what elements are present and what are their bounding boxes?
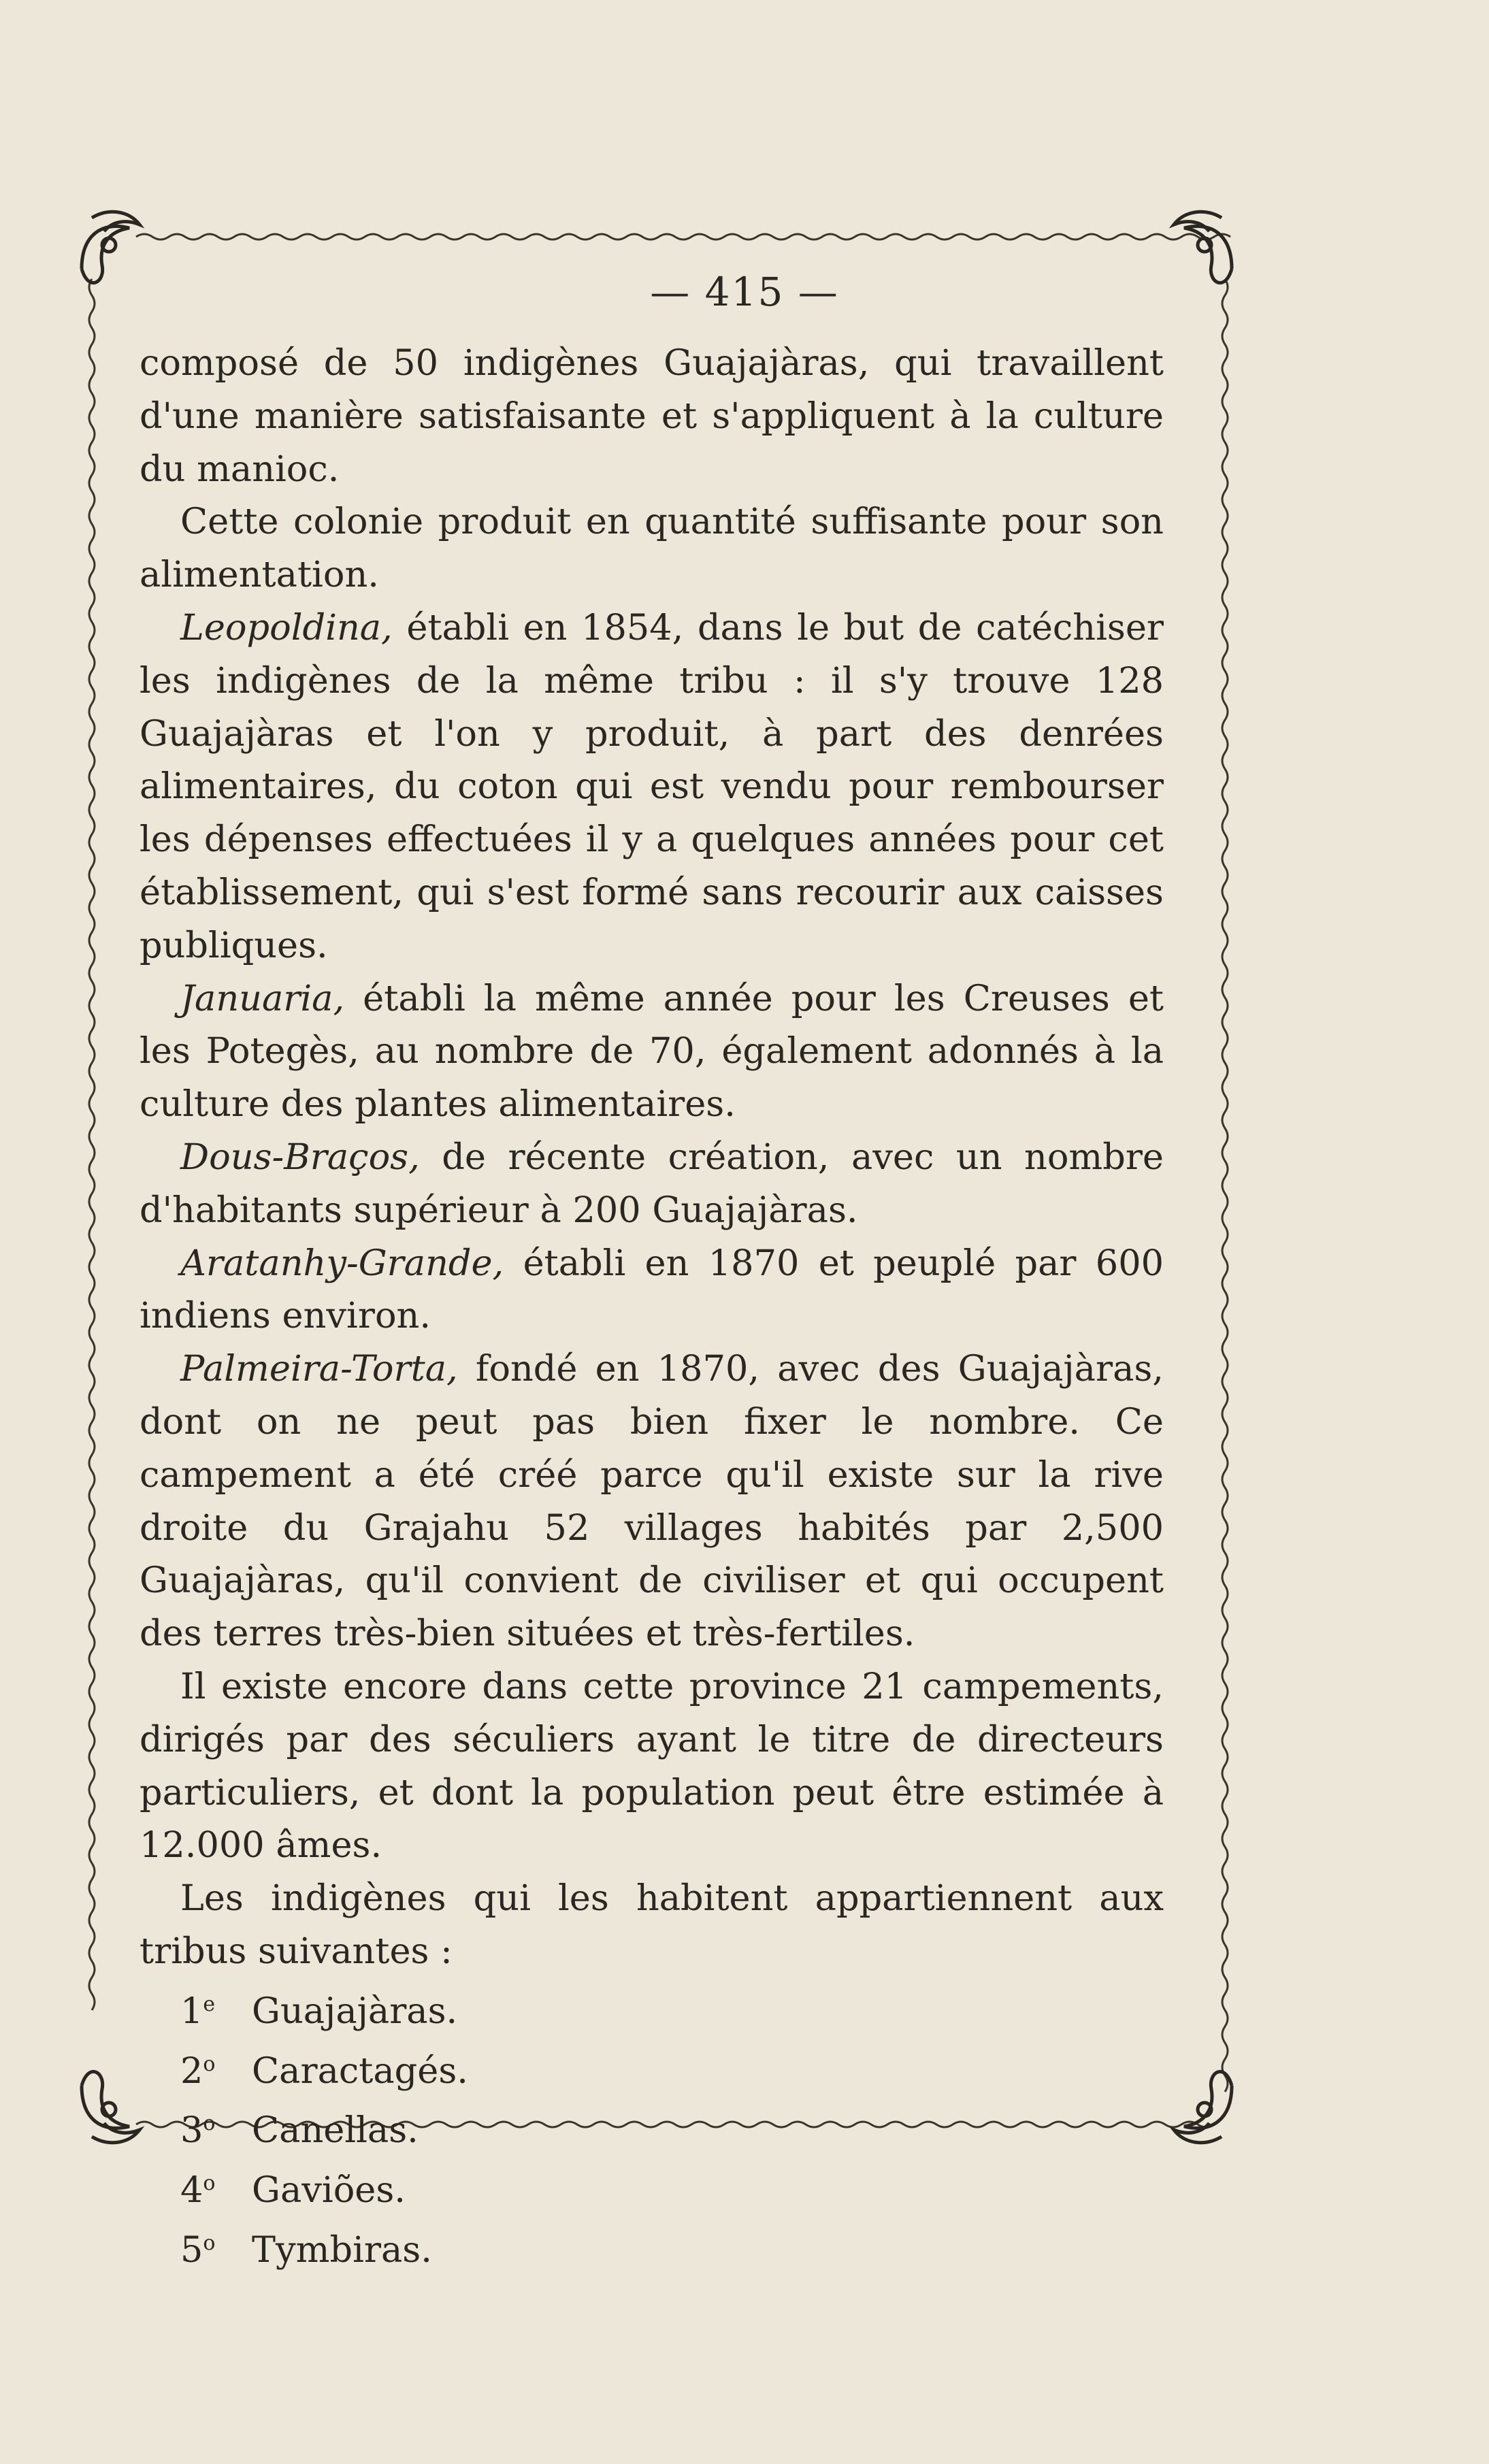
list-item: 4$^o$ Gaviões.	[180, 2169, 406, 2212]
place-name: Januaria,	[180, 977, 345, 1019]
paragraph-dous-bracos: Dous-Braços, de récente création, avec un nombre d'habitants supérieur à 200 Guajajàras.	[140, 1136, 1164, 1231]
place-name: Leopoldina,	[180, 606, 393, 648]
paragraph-campements: Il existe encore dans cette province 21 campements, dirigés par des séculiers ayant le titre de directeurs particuliers, et dont la population peut être estimée à 12.000 âmes.	[140, 1665, 1164, 1867]
paragraph-januaria: Januaria, établi la même année pour les Creuses et les Potegès, au nombre de 70, également adonnés à la culture des plantes alimentaires.	[140, 977, 1164, 1126]
place-name: Palmeira-Torta,	[180, 1348, 458, 1390]
paragraph-1: composé de 50 indigènes Guajajàras, qui travaillent d'une manière satisfaisante et s'appliquent à la culture du manioc.	[140, 342, 1164, 490]
body-text	[140, 337, 1164, 2277]
list-item: 1e Guajajàras.	[180, 1990, 458, 2032]
tribe-list	[140, 1978, 1164, 2277]
left-border-line	[89, 279, 95, 2010]
list-item: 5$^o$ Tymbiras.	[180, 2229, 432, 2271]
place-name: Dous-Braços,	[180, 1136, 420, 1178]
right-border-line	[1222, 279, 1228, 2092]
paragraph-leopoldina: Leopoldina, établi en 1854, dans le but de catéchiser les indigènes de la même tribu : il s'y trouve 128 Guajajàras et l'on y produit, à part des denrées alimentaires, du coton qui est vendu pour rembourser les dépenses effectuées il y a quelques années pour cet établissement, qui s'est formé sans recourir aux caisses publiques.	[140, 606, 1164, 966]
paragraph-tribus: Les indigènes qui les habitent appartiennent aux tribus suivantes :	[140, 1877, 1164, 1972]
paragraph-aratanhy-grande: Aratanhy-Grande, établi en 1870 et peuplé par 600 indiens environ.	[140, 1242, 1164, 1337]
corner-ornament-bottom-right	[1174, 2071, 1232, 2142]
corner-ornament-bottom-left	[82, 2071, 140, 2142]
top-border-line	[136, 234, 1230, 240]
place-name: Aratanhy-Grande,	[180, 1242, 504, 1284]
list-item: 3$^o$ Canellas.	[180, 2109, 419, 2152]
paragraph-palmeira-torta: Palmeira-Torta, fondé en 1870, avec des Guajajàras, dont on ne peut pas bien fixer le nombre. Ce campement a été créé parce qu'il existe sur la rive droite du Grajahu 52 villages habités par 2,500 Guajajàras, qu'il convient de civiliser et qui occupent des terres très-bien situées et très-fertiles.	[140, 1348, 1164, 1655]
list-item: 2$^o$ Caractagés.	[180, 2050, 468, 2092]
page-number: — 415 —	[650, 269, 839, 315]
paragraph-2: Cette colonie produit en quantité suffisante pour son alimentation.	[140, 501, 1164, 596]
